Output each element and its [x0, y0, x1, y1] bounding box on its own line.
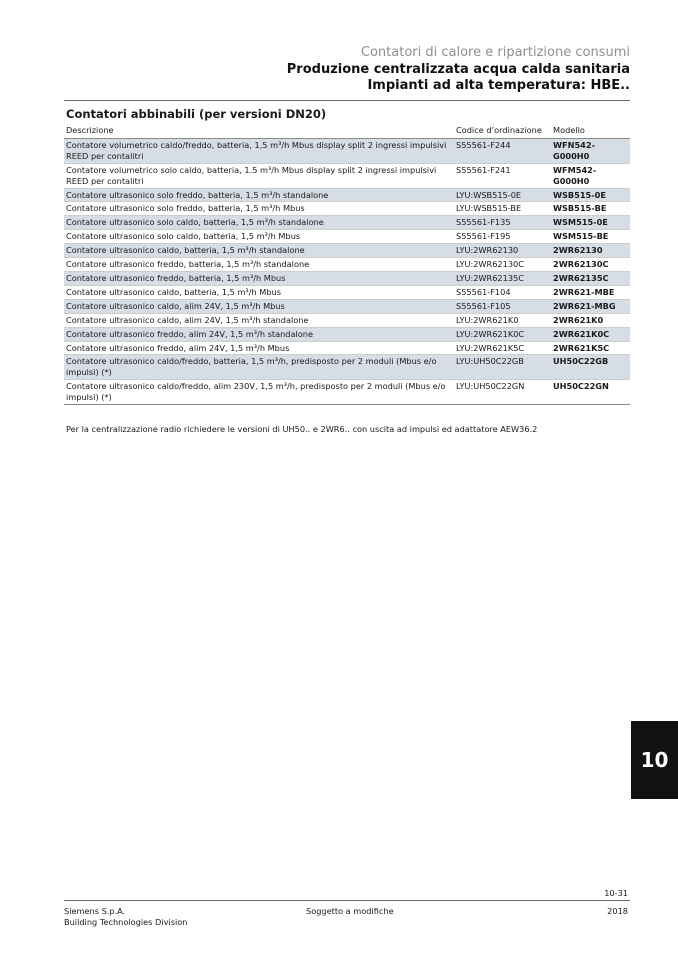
cell-description: Contatore ultrasonico freddo, batteria, 1,5 m³/h Mbus: [64, 271, 454, 285]
footer-notice: Soggetto a modifiche: [306, 906, 394, 916]
cell-order-code: S55561-F244: [454, 138, 551, 163]
table-row: [64, 188, 630, 202]
chapter-tab: 10: [631, 721, 678, 799]
cell-order-code: LYU:2WR62130: [454, 244, 551, 258]
section-title: Contatori abbinabili (per versioni DN20): [66, 107, 327, 121]
cell-order-code: LYU:2WR621K5C: [454, 341, 551, 355]
cell-model: 2WR621-MBE: [551, 285, 630, 299]
table-row: [64, 216, 630, 230]
cell-model: 2WR62130C: [551, 258, 630, 272]
column-header-order-code: Codice d’ordinazione: [454, 124, 551, 138]
column-header-description: Descrizione: [64, 124, 454, 138]
footer-year: 2018: [607, 906, 628, 916]
page-number: 10-31: [604, 888, 628, 898]
cell-order-code: S55561-F241: [454, 163, 551, 188]
cell-description: Contatore ultrasonico caldo, batteria, 1,5 m³/h Mbus: [64, 285, 454, 299]
cell-order-code: LYU:2WR621K0C: [454, 327, 551, 341]
cell-description: Contatore ultrasonico caldo/freddo, alim 230V, 1,5 m³/h, predisposto per 2 moduli (Mbus e/o impulsi) (*): [64, 380, 454, 405]
header-divider: [64, 100, 630, 101]
table-row: [64, 285, 630, 299]
cell-model: WSM515-0E: [551, 216, 630, 230]
table-row: [64, 355, 630, 380]
cell-description: Contatore ultrasonico caldo, alim 24V, 1,5 m³/h standalone: [64, 313, 454, 327]
cell-model: WFM542-G000H0: [551, 163, 630, 188]
footer-division: Building Technologies Division: [64, 916, 188, 927]
cell-order-code: LYU:WSB515-BE: [454, 202, 551, 216]
cell-model: UH50C22GN: [551, 380, 630, 405]
table-body: [64, 138, 630, 404]
cell-description: Contatore ultrasonico caldo/freddo, batteria, 1,5 m³/h, predisposto per 2 moduli (Mbus e/o impulsi) (*): [64, 355, 454, 380]
cell-order-code: LYU:UH50C22GB: [454, 355, 551, 380]
cell-model: 2WR62135C: [551, 271, 630, 285]
cell-description: Contatore ultrasonico caldo, batteria, 1,5 m³/h standalone: [64, 244, 454, 258]
cell-order-code: LYU:2WR621K0: [454, 313, 551, 327]
cell-model: WSM515-BE: [551, 230, 630, 244]
cell-model: WSB515-BE: [551, 202, 630, 216]
cell-description: Contatore ultrasonico solo caldo, batteria, 1,5 m³/h standalone: [64, 216, 454, 230]
table-row: [64, 258, 630, 272]
table-row: [64, 327, 630, 341]
cell-description: Contatore volumetrico caldo/freddo, batteria, 1,5 m³/h Mbus display split 2 ingressi impulsivi REED per contalitri: [64, 138, 454, 163]
cell-order-code: S55561-F135: [454, 216, 551, 230]
table-row: [64, 138, 630, 163]
cell-model: 2WR621K5C: [551, 341, 630, 355]
cell-model: WSB515-0E: [551, 188, 630, 202]
table-row: [64, 380, 630, 405]
cell-description: Contatore ultrasonico caldo, alim 24V, 1,5 m³/h Mbus: [64, 299, 454, 313]
cell-model: 2WR621K0: [551, 313, 630, 327]
table-row: [64, 202, 630, 216]
cell-model: WFN542-G000H0: [551, 138, 630, 163]
cell-description: Contatore ultrasonico freddo, alim 24V, 1,5 m³/h Mbus: [64, 341, 454, 355]
cell-description: Contatore ultrasonico freddo, alim 24V, 1,5 m³/h standalone: [64, 327, 454, 341]
header-title-line2: Impianti ad alta temperatura: HBE..: [367, 78, 630, 93]
cell-order-code: S55561-F195: [454, 230, 551, 244]
column-header-model: Modello: [551, 124, 630, 138]
cell-description: Contatore ultrasonico solo freddo, batteria, 1,5 m³/h Mbus: [64, 202, 454, 216]
cell-order-code: S55561-F104: [454, 285, 551, 299]
table-row: [64, 244, 630, 258]
cell-model: UH50C22GB: [551, 355, 630, 380]
cell-order-code: LYU:2WR62130C: [454, 258, 551, 272]
header-category: Contatori di calore e ripartizione consumi: [360, 45, 630, 60]
table-header-row: [64, 124, 630, 138]
cell-order-code: LYU:2WR62135C: [454, 271, 551, 285]
cell-description: Contatore ultrasonico solo caldo, batteria, 1,5 m³/h Mbus: [64, 230, 454, 244]
footer-company: Siemens S.p.A.: [64, 906, 126, 916]
cell-order-code: LYU:UH50C22GN: [454, 380, 551, 405]
table-row: [64, 271, 630, 285]
footer-divider: [64, 900, 630, 901]
cell-model: 2WR621-MBG: [551, 299, 630, 313]
cell-description: Contatore ultrasonico solo freddo, batteria, 1,5 m³/h standalone: [64, 188, 454, 202]
footer-company-block: [64, 906, 187, 928]
footnote: Per la centralizzazione radio richiedere le versioni di UH50.. e 2WR6.. con uscita ad impulsi ed adattatore AEW36.2: [66, 424, 538, 434]
cell-order-code: LYU:WSB515-0E: [454, 188, 551, 202]
cell-order-code: S55561-F105: [454, 299, 551, 313]
header-title-line1: Produzione centralizzata acqua calda sanitaria: [286, 62, 630, 77]
cell-description: Contatore volumetrico solo caldo, batteria, 1.5 m³/h Mbus display split 2 ingressi impulsivi REED per contalitri: [64, 163, 454, 188]
cell-description: Contatore ultrasonico freddo, batteria, 1,5 m³/h standalone: [64, 258, 454, 272]
table-row: [64, 299, 630, 313]
table-row: [64, 341, 630, 355]
table-row: [64, 163, 630, 188]
cell-model: 2WR621K0C: [551, 327, 630, 341]
cell-model: 2WR62130: [551, 244, 630, 258]
products-table: [64, 124, 630, 405]
table-row: [64, 230, 630, 244]
table-row: [64, 313, 630, 327]
